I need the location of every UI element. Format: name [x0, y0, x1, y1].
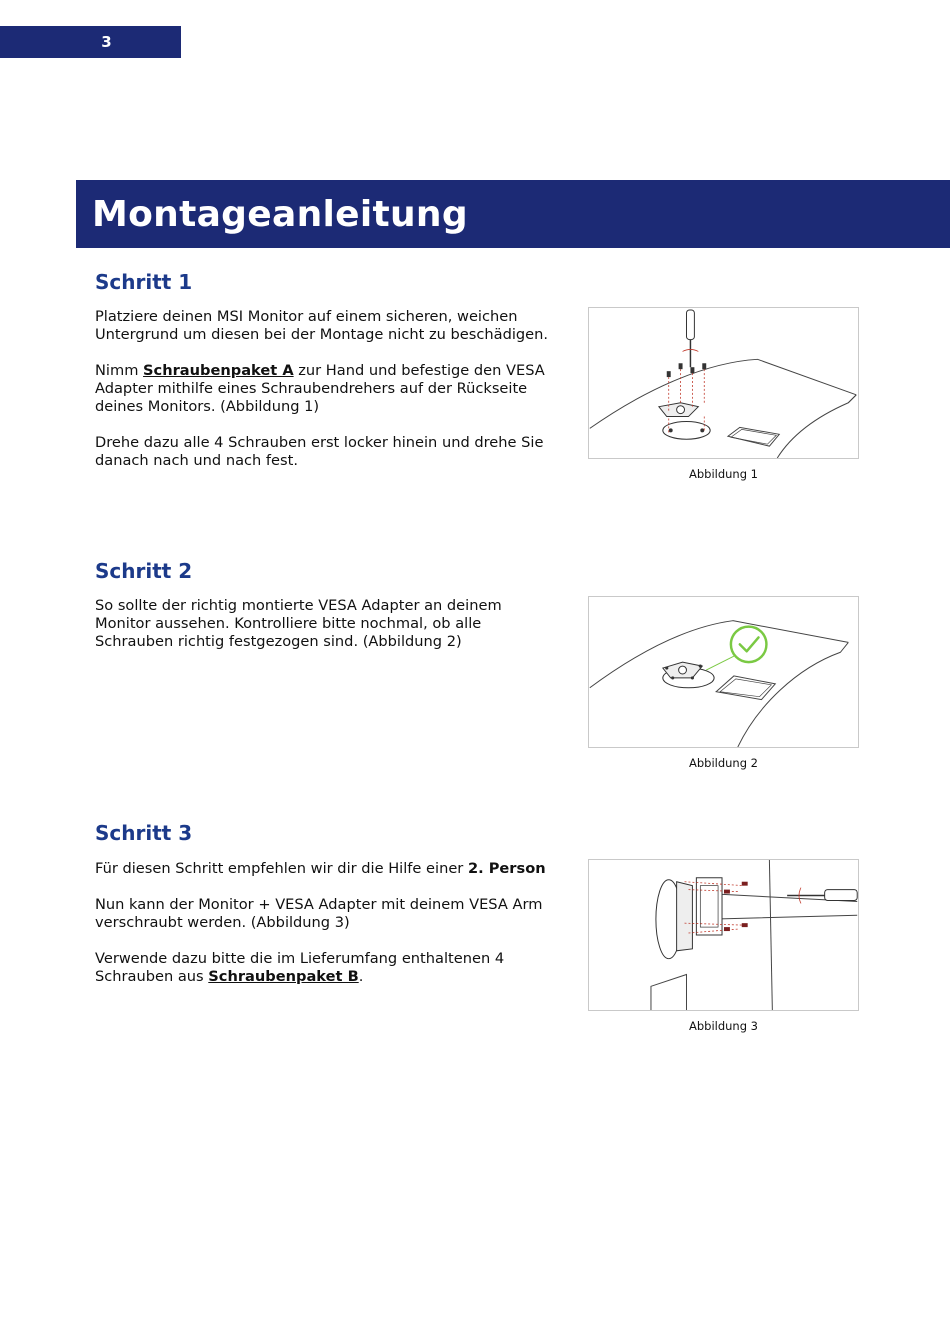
step-1-p2-tail: zur Hand und befestige den VESA Adapter mithilfe eines Schraubendrehers auf der Rückseite deines Monitors. (Abbildung 1)	[95, 362, 545, 415]
figure-2-caption: Abbildung 2	[688, 756, 758, 770]
step-1-p2-lead: Nimm	[95, 362, 144, 379]
figure-3	[588, 859, 859, 1011]
figure-3-illustration	[589, 860, 858, 1010]
check-circle-icon	[731, 627, 767, 663]
step-3-p3-tail: .	[358, 968, 364, 985]
figure-2-illustration	[589, 597, 858, 747]
step-1-paragraph-1: Platziere deinen MSI Monitor auf einem sicheren, weichen Untergrund um diesen bei der Montage nicht zu beschädigen.	[95, 308, 549, 343]
step-3-text	[95, 860, 555, 1004]
step-3-title: Schritt 3	[95, 821, 193, 845]
step-3-p3-lead: Verwende dazu bitte die im Lieferumfang enthaltenen 4 Schrauben aus	[95, 950, 505, 985]
figure-1	[588, 307, 859, 459]
step-3-p1-lead: Für diesen Schritt empfehlen wir dir die Hilfe einer	[95, 860, 468, 877]
figure-1-caption: Abbildung 1	[688, 467, 758, 481]
step-1-title: Schritt 1	[95, 270, 193, 294]
step-2-text	[95, 597, 555, 669]
page-title: Montageanleitung	[92, 193, 468, 235]
step-1-paragraph-2	[95, 362, 555, 416]
step-2-paragraph-1: So sollte der richtig montierte VESA Adapter an deinem Monitor aussehen. Kontrolliere bitte nochmal, ob alle Schrauben richtig festgezogen sind. (Abbildung 2)	[95, 597, 502, 650]
step-1-paragraph-3: Drehe dazu alle 4 Schrauben erst locker hinein und drehe Sie danach nach und nach fest.	[95, 434, 544, 469]
second-person-label: 2. Person	[467, 860, 546, 877]
screwdriver-icon	[683, 310, 699, 367]
page-number: 3	[101, 33, 112, 51]
screw-pack-a-label: Schraubenpaket A	[143, 362, 294, 379]
step-1-text	[95, 308, 555, 488]
step-3-paragraph-3	[95, 950, 555, 986]
screw-pack-b-label: Schraubenpaket B	[208, 968, 359, 985]
figure-1-illustration	[589, 308, 858, 458]
figure-2	[588, 596, 859, 748]
step-3-paragraph-2: Nun kann der Monitor + VESA Adapter mit deinem VESA Arm verschraubt werden. (Abbildung 3)	[95, 896, 543, 931]
step-2-title: Schritt 2	[95, 559, 193, 583]
title-banner	[76, 180, 950, 248]
page-number-badge	[0, 26, 181, 58]
figure-3-caption: Abbildung 3	[688, 1019, 758, 1033]
step-3-paragraph-1	[95, 860, 555, 878]
